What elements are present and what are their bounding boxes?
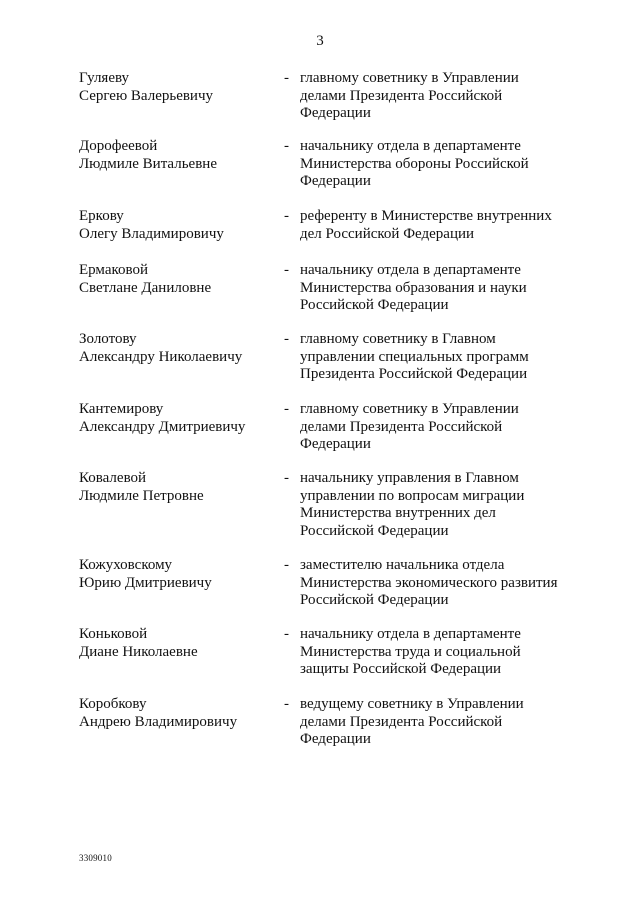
awardee-position-line: начальнику отдела в департаменте [300,138,521,154]
awardee-name-line: Андрею Владимировичу [79,713,238,730]
awardee-position-line: Российской Федерации [300,297,449,313]
awardee-position-line: Министерства внутренних дел [300,505,496,521]
awardee-position [300,557,600,610]
awardee-position-line: заместителю начальника отдела [300,557,505,573]
entry-dash: - [284,138,289,154]
awardee-name-line: Коробкову [79,696,147,712]
awardee-position [300,626,600,679]
awardee-position [300,138,600,191]
awardee-position-line: референту в Министерстве внутренних [300,208,552,224]
entry-dash: - [284,626,289,642]
awardee-name-line: Коньковой [79,626,148,642]
entry-dash: - [284,331,289,347]
awardee-name [79,626,269,661]
awardee-name [79,331,269,366]
awardee-position-line: начальнику отдела в департаменте [300,626,521,642]
awardee-name-line: Александру Дмитриевичу [79,418,246,435]
awardee-name-line: Людмиле Витальевне [79,155,217,172]
awardee-name-line: Ковалевой [79,470,147,486]
awardee-position-line: Федерации [300,436,371,452]
awardee-position-line: начальнику отдела в департаменте [300,262,521,278]
entry-dash: - [284,208,289,224]
awardee-position [300,401,600,454]
awardee-name-line: Олегу Владимировичу [79,225,224,242]
awardee-name-line: Ермаковой [79,262,149,278]
awardee-position [300,262,600,315]
awardee-position-line: главному советнику в Управлении [300,401,519,417]
awardee-position-line: Российской Федерации [300,592,449,608]
awardee-position-line: Министерства образования и науки [300,279,527,296]
awardee-position-line: делами Президента Российской [300,87,503,104]
awardee-name-line: Сергею Валерьевичу [79,87,214,104]
awardee-name-line: Кожуховскому [79,557,173,573]
awardee-name [79,262,269,297]
awardee-position-line: Российской Федерации [300,522,449,539]
awardee-name [79,70,269,105]
awardee-position-line: Президента Российской Федерации [300,366,528,382]
awardee-name [79,138,269,173]
awardee-position-line: начальнику управления в Главном [300,470,519,486]
entry-dash: - [284,470,289,486]
awardee-name [79,696,269,731]
awardee-name-line: Еркову [79,208,124,224]
awardee-name-line: Александру Николаевичу [79,348,243,365]
awardee-position-line: главному советнику в Управлении [300,70,519,86]
awardee-name-line: Золотову [79,331,137,347]
awardee-position-line: ведущему советнику в Управлении [300,696,524,712]
awardee-position-line: защиты Российской Федерации [300,661,502,677]
awardee-name-line: Людмиле Петровне [79,487,204,504]
awardee-position [300,70,600,123]
awardee-position-line: делами Президента Российской [300,418,503,435]
awardee-position-line: управлении специальных программ [300,348,529,365]
page-number: 3 [316,33,324,49]
awardee-name [79,208,269,243]
awardee-position [300,696,600,749]
document-code: 3309010 [79,853,112,863]
awardee-name-line: Юрию Дмитриевичу [79,574,212,591]
awardee-name-line: Дорофеевой [79,138,158,154]
awardee-name [79,557,269,592]
entry-dash: - [284,401,289,417]
awardee-name-line: Кантемирову [79,401,164,417]
awardee-position-line: делами Президента Российской [300,713,503,730]
awardee-name [79,470,269,505]
awardee-name-line: Гуляеву [79,70,130,86]
awardee-position-line: Министерства экономического развития [300,574,558,591]
awardee-position [300,208,600,243]
awardee-position-line: Федерации [300,731,371,747]
awardee-name [79,401,269,436]
entry-dash: - [284,557,289,573]
awardee-position-line: управлении по вопросам миграции [300,487,525,504]
entry-dash: - [284,70,289,86]
awardee-position-line: Министерства обороны Российской [300,155,529,172]
entry-dash: - [284,696,289,712]
awardee-position-line: дел Российской Федерации [300,225,475,242]
entry-dash: - [284,262,289,278]
awardee-name-line: Светлане Даниловне [79,279,212,296]
awardee-name-line: Диане Николаевне [79,643,198,660]
awardee-position [300,470,600,540]
awardee-position-line: главному советнику в Главном [300,331,496,347]
awardee-position [300,331,600,384]
awardee-position-line: Федерации [300,173,371,189]
awardee-position-line: Министерства труда и социальной [300,643,521,660]
awardee-position-line: Федерации [300,105,371,121]
